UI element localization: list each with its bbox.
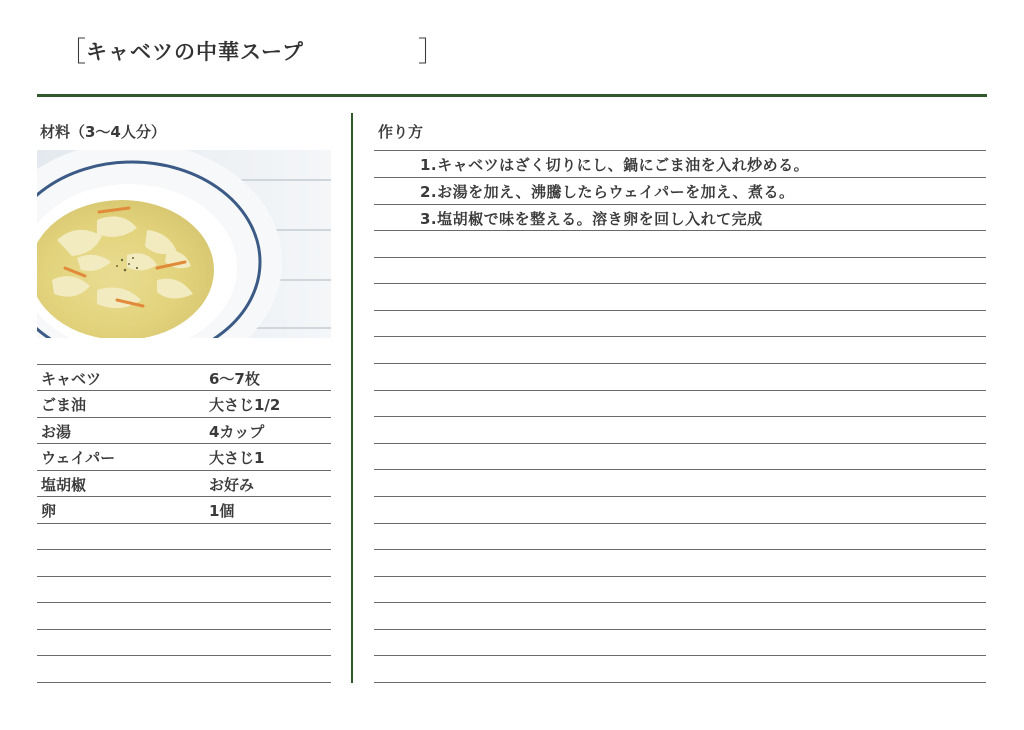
ruled-line (374, 469, 986, 470)
blank-line (37, 523, 331, 524)
ruled-line (374, 310, 986, 311)
ingredient-row (37, 364, 331, 390)
ruled-line (374, 496, 986, 497)
ingredient-name: 卵 (41, 502, 57, 520)
method-step: 1.キャベツはざく切りにし、鍋にごま油を入れ炒める。 (420, 156, 810, 174)
method-step: 2.お湯を加え、沸騰したらウェイパーを加え、煮る。 (420, 183, 795, 201)
ruled-line (374, 204, 986, 205)
ingredient-amount: 大さじ1/2 (209, 396, 281, 414)
blank-line (37, 629, 331, 630)
ruled-line (374, 177, 986, 178)
blank-line (37, 655, 331, 656)
ruled-line (374, 257, 986, 258)
ingredient-name: 塩胡椒 (41, 476, 87, 494)
ruled-line (374, 602, 986, 603)
ruled-line (374, 363, 986, 364)
ingredient-name: ごま油 (41, 396, 87, 414)
ingredient-row (37, 443, 331, 469)
ruled-line (374, 655, 986, 656)
ruled-line (374, 283, 986, 284)
title-open-bracket: ［ (58, 35, 87, 68)
ruled-line (374, 416, 986, 417)
method-step: 3.塩胡椒で味を整える。溶き卵を回し入れて完成 (420, 210, 763, 228)
soup-photo (37, 150, 331, 338)
ruled-line (374, 390, 986, 391)
ruled-line (374, 443, 986, 444)
ingredient-amount: 4カップ (209, 423, 265, 441)
ruled-line (374, 629, 986, 630)
ingredient-name: ウェイパー (41, 449, 116, 467)
ruled-line (374, 549, 986, 550)
blank-line (37, 576, 331, 577)
ruled-line (374, 682, 986, 683)
ingredient-amount: お好み (209, 476, 255, 494)
column-divider (351, 113, 353, 683)
ingredient-name: お湯 (41, 423, 72, 441)
header-rule (37, 94, 987, 97)
ingredient-amount: 6〜7枚 (209, 370, 260, 388)
title-close-bracket: ］ (418, 35, 447, 68)
page-title: キャベツの中華スープ (86, 40, 304, 64)
ingredient-row (37, 417, 331, 443)
ruled-line (374, 230, 986, 231)
ruled-line (374, 150, 986, 151)
blank-line (37, 682, 331, 683)
blank-line (37, 549, 331, 550)
ingredients-heading: 材料（3〜4人分） (40, 123, 166, 141)
ingredient-name: キャベツ (41, 370, 102, 388)
ruled-line (374, 336, 986, 337)
soup-image (37, 150, 331, 338)
ruled-line (374, 523, 986, 524)
ingredient-row (37, 390, 331, 416)
ingredient-amount: 大さじ1 (209, 449, 265, 467)
ingredient-row (37, 470, 331, 496)
ingredient-amount: 1個 (209, 502, 235, 520)
method-heading: 作り方 (378, 123, 424, 141)
blank-line (37, 602, 331, 603)
ingredient-row (37, 496, 331, 522)
ruled-line (374, 576, 986, 577)
